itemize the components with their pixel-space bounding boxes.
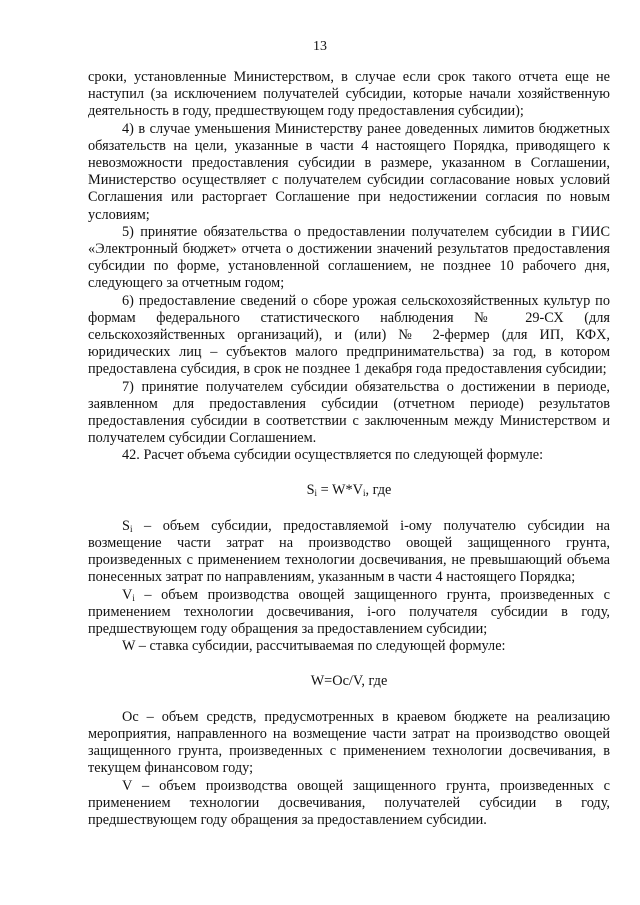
- page-number: 13: [313, 39, 327, 54]
- definition-vi-symbol: V: [122, 586, 133, 603]
- definition-vi: [88, 587, 610, 639]
- paragraph-item-7: 7) принятие получателем субсидии обязательства о достижении в периоде, заявленном для предоставления субсидии (отчетном периоде) результатов предоставления субсидии в соответствии с заключенным между Министерством и получателем субсидии Соглашением.: [88, 378, 610, 447]
- definition-vi-text: – объем производства овощей защищенного грунта, произведенных с применением технологии досвечивания, i-ого получателя субсидии в году, предшествующем году обращения за предоставлением субсидии;: [88, 586, 610, 638]
- rate-formula: W=Oc/V, где: [310, 672, 388, 689]
- paragraph-42: 42. Расчет объема субсидии осуществляется по следующей формуле:: [122, 447, 544, 464]
- formula-v-subscript: i: [362, 487, 366, 498]
- definition-si-symbol: S: [122, 517, 130, 534]
- formula-middle: = W*V: [317, 481, 363, 498]
- definition-si-text: – объем субсидии, предоставляемой i-ому получателю субсидии на возмещение части затрат на производство овощей защищенного грунта, произведенных с применением технологии досвечивания, не превышающий объема понесенных затрат по направлениям, указанным в части 4 настоящего Порядка;: [88, 517, 610, 586]
- formula-s-subscript: i: [314, 487, 318, 498]
- definition-si-subscript: i: [129, 523, 133, 534]
- document-body: [88, 69, 610, 829]
- definition-w: W – ставка субсидии, рассчитываемая по следующей формуле:: [122, 638, 506, 655]
- formula-tail: , где: [365, 481, 392, 498]
- paragraph-item-6: 6) предоставление сведений о сборе урожая сельскохозяйственных культур по формам федерального статистического наблюдения № 29-СХ (для сельскохозяйственных организаций), и (или) № 2-фермер (для ИП, КФХ, юридических лиц – субъектов малого предпринимательства) за год, в котором предоставлена субсидия, в срок не позднее 1 декабря года предоставления субсидии;: [88, 292, 610, 378]
- definition-v: V – объем производства овощей защищенного грунта, произведенных с применением технологии досвечивания, получателей субсидии в году, предшествующем году обращения за предоставлением субсидии.: [88, 777, 610, 828]
- definition-oc: Ос – объем средств, предусмотренных в краевом бюджете на реализацию мероприятия, направленного на возмещение части затрат на производство овощей защищенного грунта, произведенных с применением технологии досвечивания, в текущем финансовом году;: [88, 708, 610, 777]
- paragraph-continuation: сроки, установленные Министерством, в случае если срок такого отчета еще не наступил (за исключением получателей субсидии, которые начали хозяйственную деятельность в году, предшествующем году предоставления субсидии);: [88, 69, 610, 120]
- subsidy-formula: [88, 482, 610, 499]
- paragraph-item-4: 4) в случае уменьшения Министерству ранее доведенных лимитов бюджетных обязательств на цели, указанные в части 4 настоящего Порядка, приводящего к невозможности предоставления субсидии в размере, указанном в Соглашении, Министерство осуществляет с получателем субсидии согласование новых условий Соглашения или расторгает Соглашение при недостижении согласия по новым условиям;: [88, 120, 610, 223]
- definition-vi-subscript: i: [132, 592, 135, 603]
- paragraph-item-5: 5) принятие обязательства о предоставлении получателем субсидии в ГИИС «Электронный бюджет» отчета о достижении значений результатов предоставления субсидии по форме, установленной соглашением, не позднее 10 рабочего дня, следующего за отчетным годом;: [88, 223, 610, 292]
- definition-si: [88, 518, 610, 587]
- formula-s-symbol: S: [306, 481, 315, 498]
